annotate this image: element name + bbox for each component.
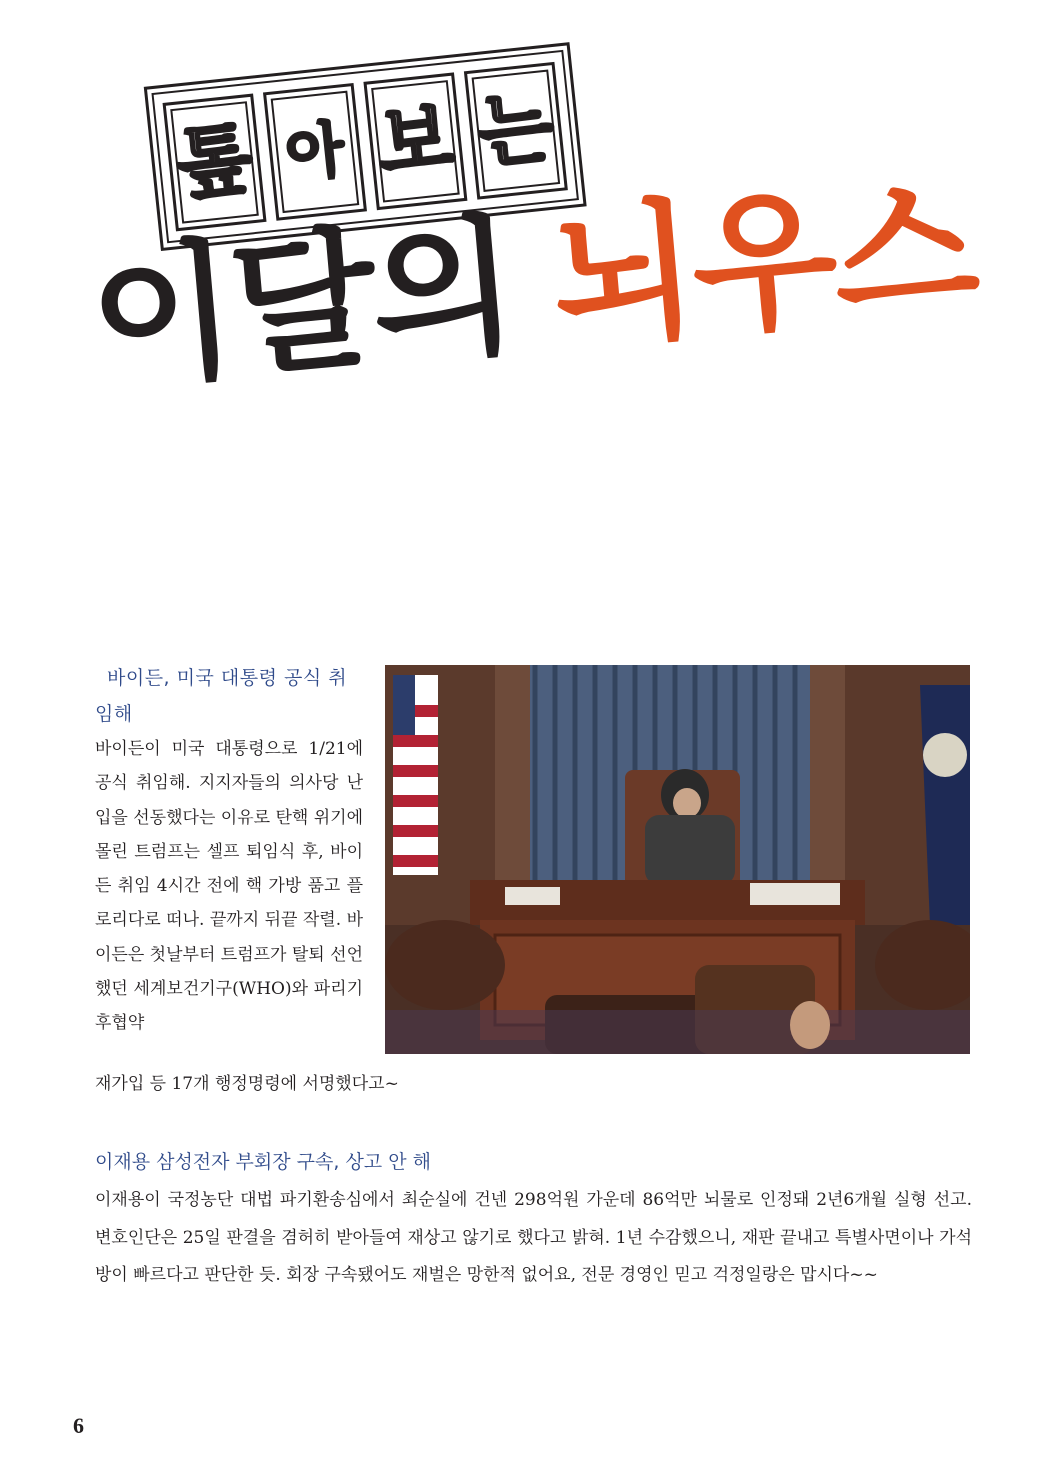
photo-illustration [385, 665, 970, 1054]
subtitle-cell [163, 94, 267, 232]
article1-body: 바이든이 미국 대통령으로 1/21에 공식 취임해. 지지자들의 의사당 난입을 선동했다는 이유로 탄핵 위기에 몰린 트럼프는 셀프 퇴임식 후, 바이든 취임 4시간 전에 핵 가방 품고 플로리다로 떠나. 끝까지 뒤끝 작렬. 바이든은 첫날부터 트럼프가 탈퇴 선언했던 세계보건기구(WHO)와 파리기후협약 [95, 739, 363, 1034]
subtitle-cell [464, 62, 568, 200]
article2-body: 이재용이 국정농단 대법 파기환송심에서 최순실에 건넨 298억원 가운데 86억만 뇌물로 인정돼 2년6개월 실형 선고. 변호인단은 25일 판결을 겸허히 받아들여 재상고 않기로 했다고 밝혀. 1년 수감했으니, 재판 끝내고 특별사면이나 가석방이 빠르다고 판단한 듯. 회장 구속됐어도 재벌은 망한적 없어요, 전문 경영인 믿고 걱정일랑은 맙시다~~ [95, 1190, 972, 1285]
title-orange-part: 뇌우스 [544, 159, 981, 370]
article2-heading: 이재용 삼성전자 부회장 구속, 상고 안 해 [95, 1151, 431, 1173]
flag [393, 675, 438, 875]
subtitle-char: 아 [282, 114, 348, 190]
subtitle-cell [363, 72, 467, 210]
article1-body-last-line: 재가입 등 17개 행정명령에 서명했다고~ [95, 1074, 399, 1094]
page-number: 6 [73, 1413, 84, 1438]
subtitle-char: 는 [473, 82, 559, 180]
subtitle-char: 톺 [172, 113, 257, 212]
title-black-part: 이달의 [83, 199, 520, 410]
subtitle-cell [263, 83, 367, 221]
subtitle-char: 보 [373, 92, 458, 190]
article1-heading: 바이든, 미국 대통령 공식 취임해 [95, 667, 348, 725]
senate-chamber-photo [385, 665, 970, 1054]
